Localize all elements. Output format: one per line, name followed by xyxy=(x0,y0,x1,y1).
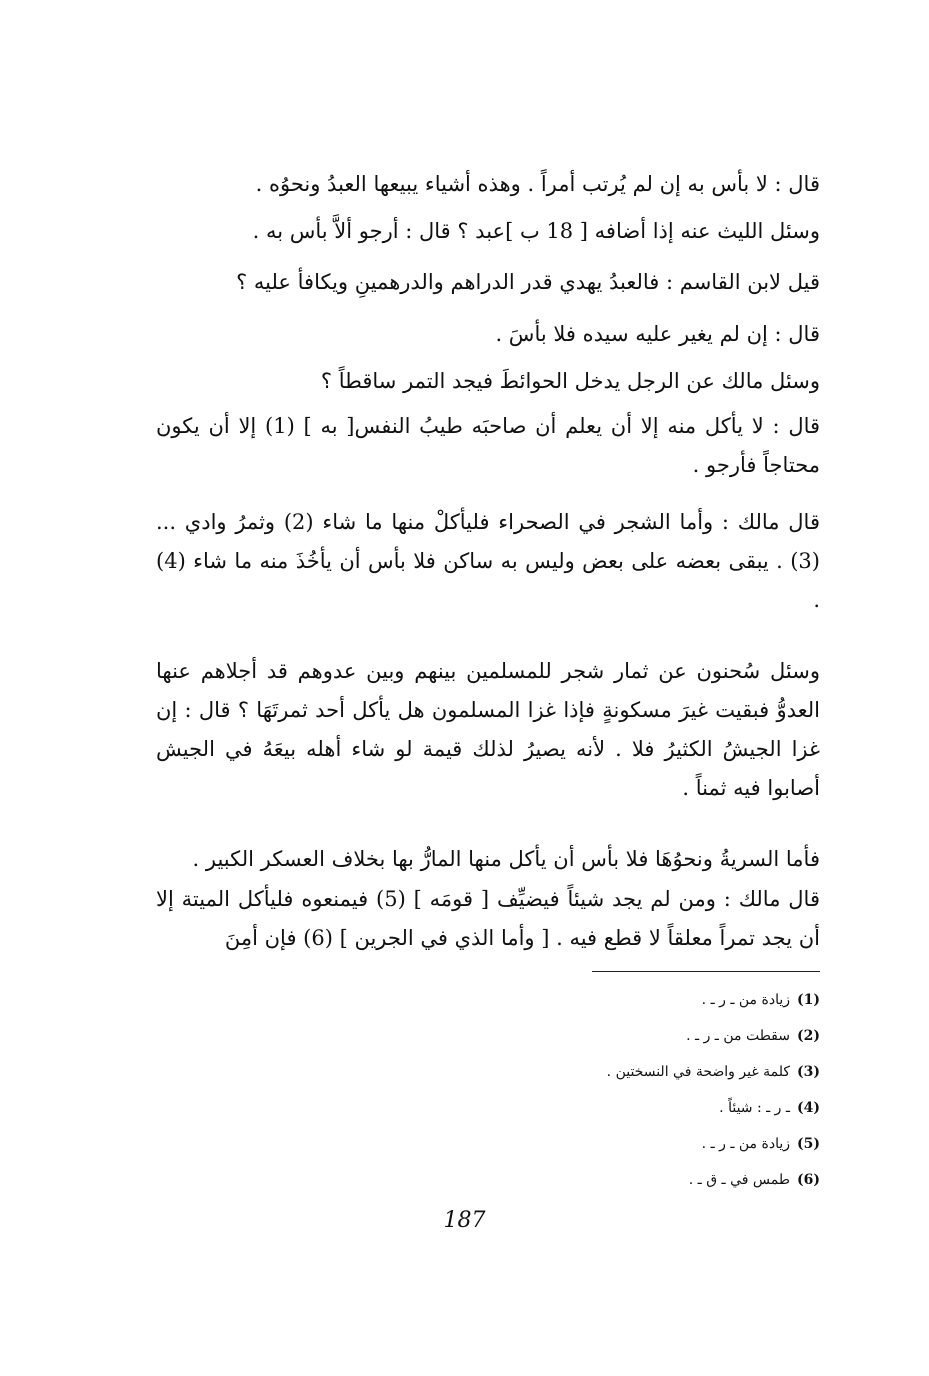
footnote-text: سقطت من ـ ر ـ . xyxy=(686,1028,790,1044)
text-line: قال : لا بأس به إن لم يُرتب أمراً . وهذه أشياء يبيعها العبدُ ونحوُه . xyxy=(255,172,820,196)
text-line: وسئل الليث عنه إذا أضافه [ 18 ب ]عبد ؟ قال : أرجو ألاَّ بأس به . xyxy=(252,219,820,243)
footnote-item xyxy=(420,1162,820,1198)
paragraph: قال مالك : ومن لم يجد شيئاً فيضيِّف [ قومَه ] (5) فيمنعوه فليأكل الميتة إلا أن يجد تمراً معلقاً لا قطع فيه . [ وأما الذي في الجرين ] (6) فإن أمِنَ xyxy=(156,887,820,950)
footnote-text: كلمة غير واضحة في النسختين . xyxy=(606,1064,790,1080)
footnote-text: زيادة من ـ ر ـ . xyxy=(701,992,790,1008)
page-number: 187 xyxy=(443,1208,486,1233)
footnote-item xyxy=(420,1126,820,1162)
paragraph: وسئل سُحنون عن ثمار شجر للمسلمين بينهم وبين عدوهم قد أجلاهم عنها العدوُّ فبقيت غيرَ مسكونةٍ فإذا غزا المسلمون هل يأكل أحد ثمرتَهَا ؟ قال : إن غزا الجيشُ الكثيرُ فلا . لأنه يصيرُ لذلك قيمة لو شاء أهله بيعَهُ في الجيش أصابوا فيه ثمناً . xyxy=(156,659,820,800)
footnote-item xyxy=(420,1018,820,1054)
text-line: وسئل مالك عن الرجل يدخل الحوائطَ فيجد التمر ساقطاً ؟ xyxy=(320,369,820,393)
paragraph: قال : لا يأكل منه إلا أن يعلم أن صاحبَه طيبُ النفس[ به ] (1) إلا أن يكون محتاجاً فأرجو . xyxy=(156,414,821,477)
paragraph: قال مالك : وأما الشجر في الصحراء فليأكلْ منها ما شاء (2) وثمرُ وادي ... (3) . يبقى بعضه على بعض وليس به ساكن فلا بأس أن يأخُذَ منه ما شاء (4) . xyxy=(156,510,820,612)
footnote-text: زيادة من ـ ر ـ . xyxy=(701,1136,790,1152)
paragraph: فأما السريةُ ونحوُهَا فلا بأس أن يأكل منها المارُّ بها بخلاف العسكر الكبير . xyxy=(192,847,820,871)
footnote-number: (5) xyxy=(797,1136,820,1152)
footnote-text: طمس في ـ ق ـ . xyxy=(688,1172,790,1188)
text-line: قال : إن لم يغير عليه سيده فلا بأسَ . xyxy=(495,322,820,346)
footnote-number: (3) xyxy=(797,1064,820,1080)
footnote-number: (6) xyxy=(797,1172,820,1188)
footnote-text: ـ ر ـ : شيئاً . xyxy=(719,1100,790,1116)
footnote-item xyxy=(420,1090,820,1126)
footnotes-list xyxy=(420,982,820,1198)
footnote-divider xyxy=(592,971,820,972)
footnote-number: (2) xyxy=(797,1028,820,1044)
footnote-number: (4) xyxy=(797,1100,820,1116)
footnote-number: (1) xyxy=(797,992,820,1008)
footnote-item xyxy=(420,982,820,1018)
text-line: قيل لابن القاسم : فالعبدُ يهدي قدر الدراهم والدرهمينِ ويكافأ عليه ؟ xyxy=(236,270,820,294)
footnote-item xyxy=(420,1054,820,1090)
